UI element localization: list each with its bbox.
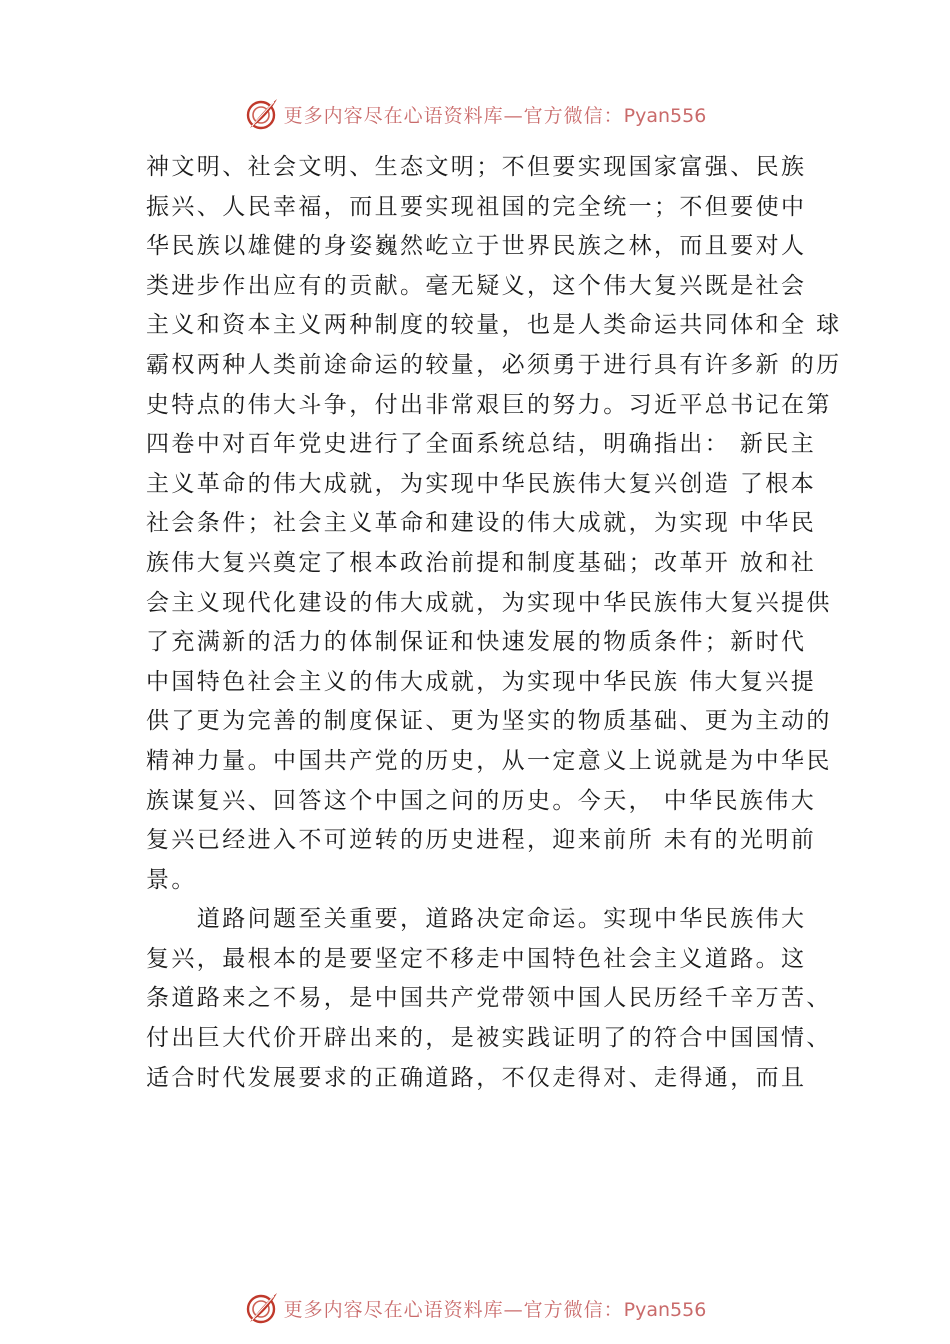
text-line: 付出巨大代价开辟出来的，是被实践证明了的符合中国国情、 — [146, 1025, 832, 1052]
text-line: 复兴已经进入不可逆转的历史进程，迎来前所 未有的光明前 — [146, 827, 817, 854]
quill-seal-logo-icon — [244, 96, 280, 132]
footer-watermark-banner — [0, 1286, 950, 1330]
text-line: 会主义现代化建设的伟大成就，为实现中华民族伟大复兴提供 — [146, 589, 832, 616]
text-line: 景。 — [146, 866, 197, 893]
text-line: 史特点的伟大斗争，付出非常艰巨的努力。习近平总书记在第 — [146, 391, 832, 418]
text-line: 供了更为完善的制度保证、更为坚实的物质基础、更为主动的 — [146, 708, 832, 735]
footer-banner-text: 更多内容尽在心语资料库—官方微信：Pyan556 — [283, 1298, 707, 1321]
text-line: 神文明、社会文明、生态文明；不但要实现国家富强、民族 — [146, 154, 807, 180]
text-line: 了充满新的活力的体制保证和快速发展的物质条件；新时代 — [146, 629, 807, 656]
text-line: 条道路来之不易，是中国共产党带领中国人民历经千辛万苦、 — [146, 985, 832, 1012]
text-line: 振兴、人民幸福，而且要实现祖国的完全统一；不但要使中 — [146, 193, 807, 220]
header-watermark-banner — [0, 92, 950, 136]
text-line: 族伟大复兴奠定了根本政治前提和制度基础；改革开 放和社 — [146, 549, 817, 576]
text-line: 四卷中对百年党史进行了全面系统总结，明确指出： 新民主 — [146, 431, 817, 458]
text-line: 主义和资本主义两种制度的较量，也是人类命运共同体和全 球 — [146, 312, 842, 339]
text-line: 霸权两种人类前途命运的较量，必须勇于进行具有许多新 的历 — [146, 351, 842, 378]
text-line: 精神力量。中国共产党的历史，从一定意义上说就是为中华民 — [146, 747, 832, 774]
text-line: 中国特色社会主义的伟大成就，为实现中华民族 伟大复兴提 — [146, 668, 817, 695]
header-banner-text: 更多内容尽在心语资料库—官方微信：Pyan556 — [283, 104, 707, 127]
text-line: 华民族以雄健的身姿巍然屹立于世界民族之林，而且要对人 — [146, 233, 807, 260]
quill-seal-logo-icon — [244, 1290, 280, 1326]
document-body — [146, 148, 842, 1098]
text-line: 复兴，最根本的是要坚定不移走中国特色社会主义道路。这 — [146, 945, 807, 972]
text-line: 道路问题至关重要，道路决定命运。实现中华民族伟大 — [146, 906, 807, 933]
text-line: 适合时代发展要求的正确道路，不仅走得对、走得通，而且 — [146, 1064, 807, 1091]
text-line: 社会条件；社会主义革命和建设的伟大成就，为实现 中华民 — [146, 510, 817, 537]
text-line: 族谋复兴、回答这个中国之问的历史。今天， 中华民族伟大 — [146, 787, 817, 814]
text-line: 主义革命的伟大成就，为实现中华民族伟大复兴创造 了根本 — [146, 470, 817, 497]
text-line: 类进步作出应有的贡献。毫无疑义，这个伟大复兴既是社会 — [146, 272, 807, 299]
